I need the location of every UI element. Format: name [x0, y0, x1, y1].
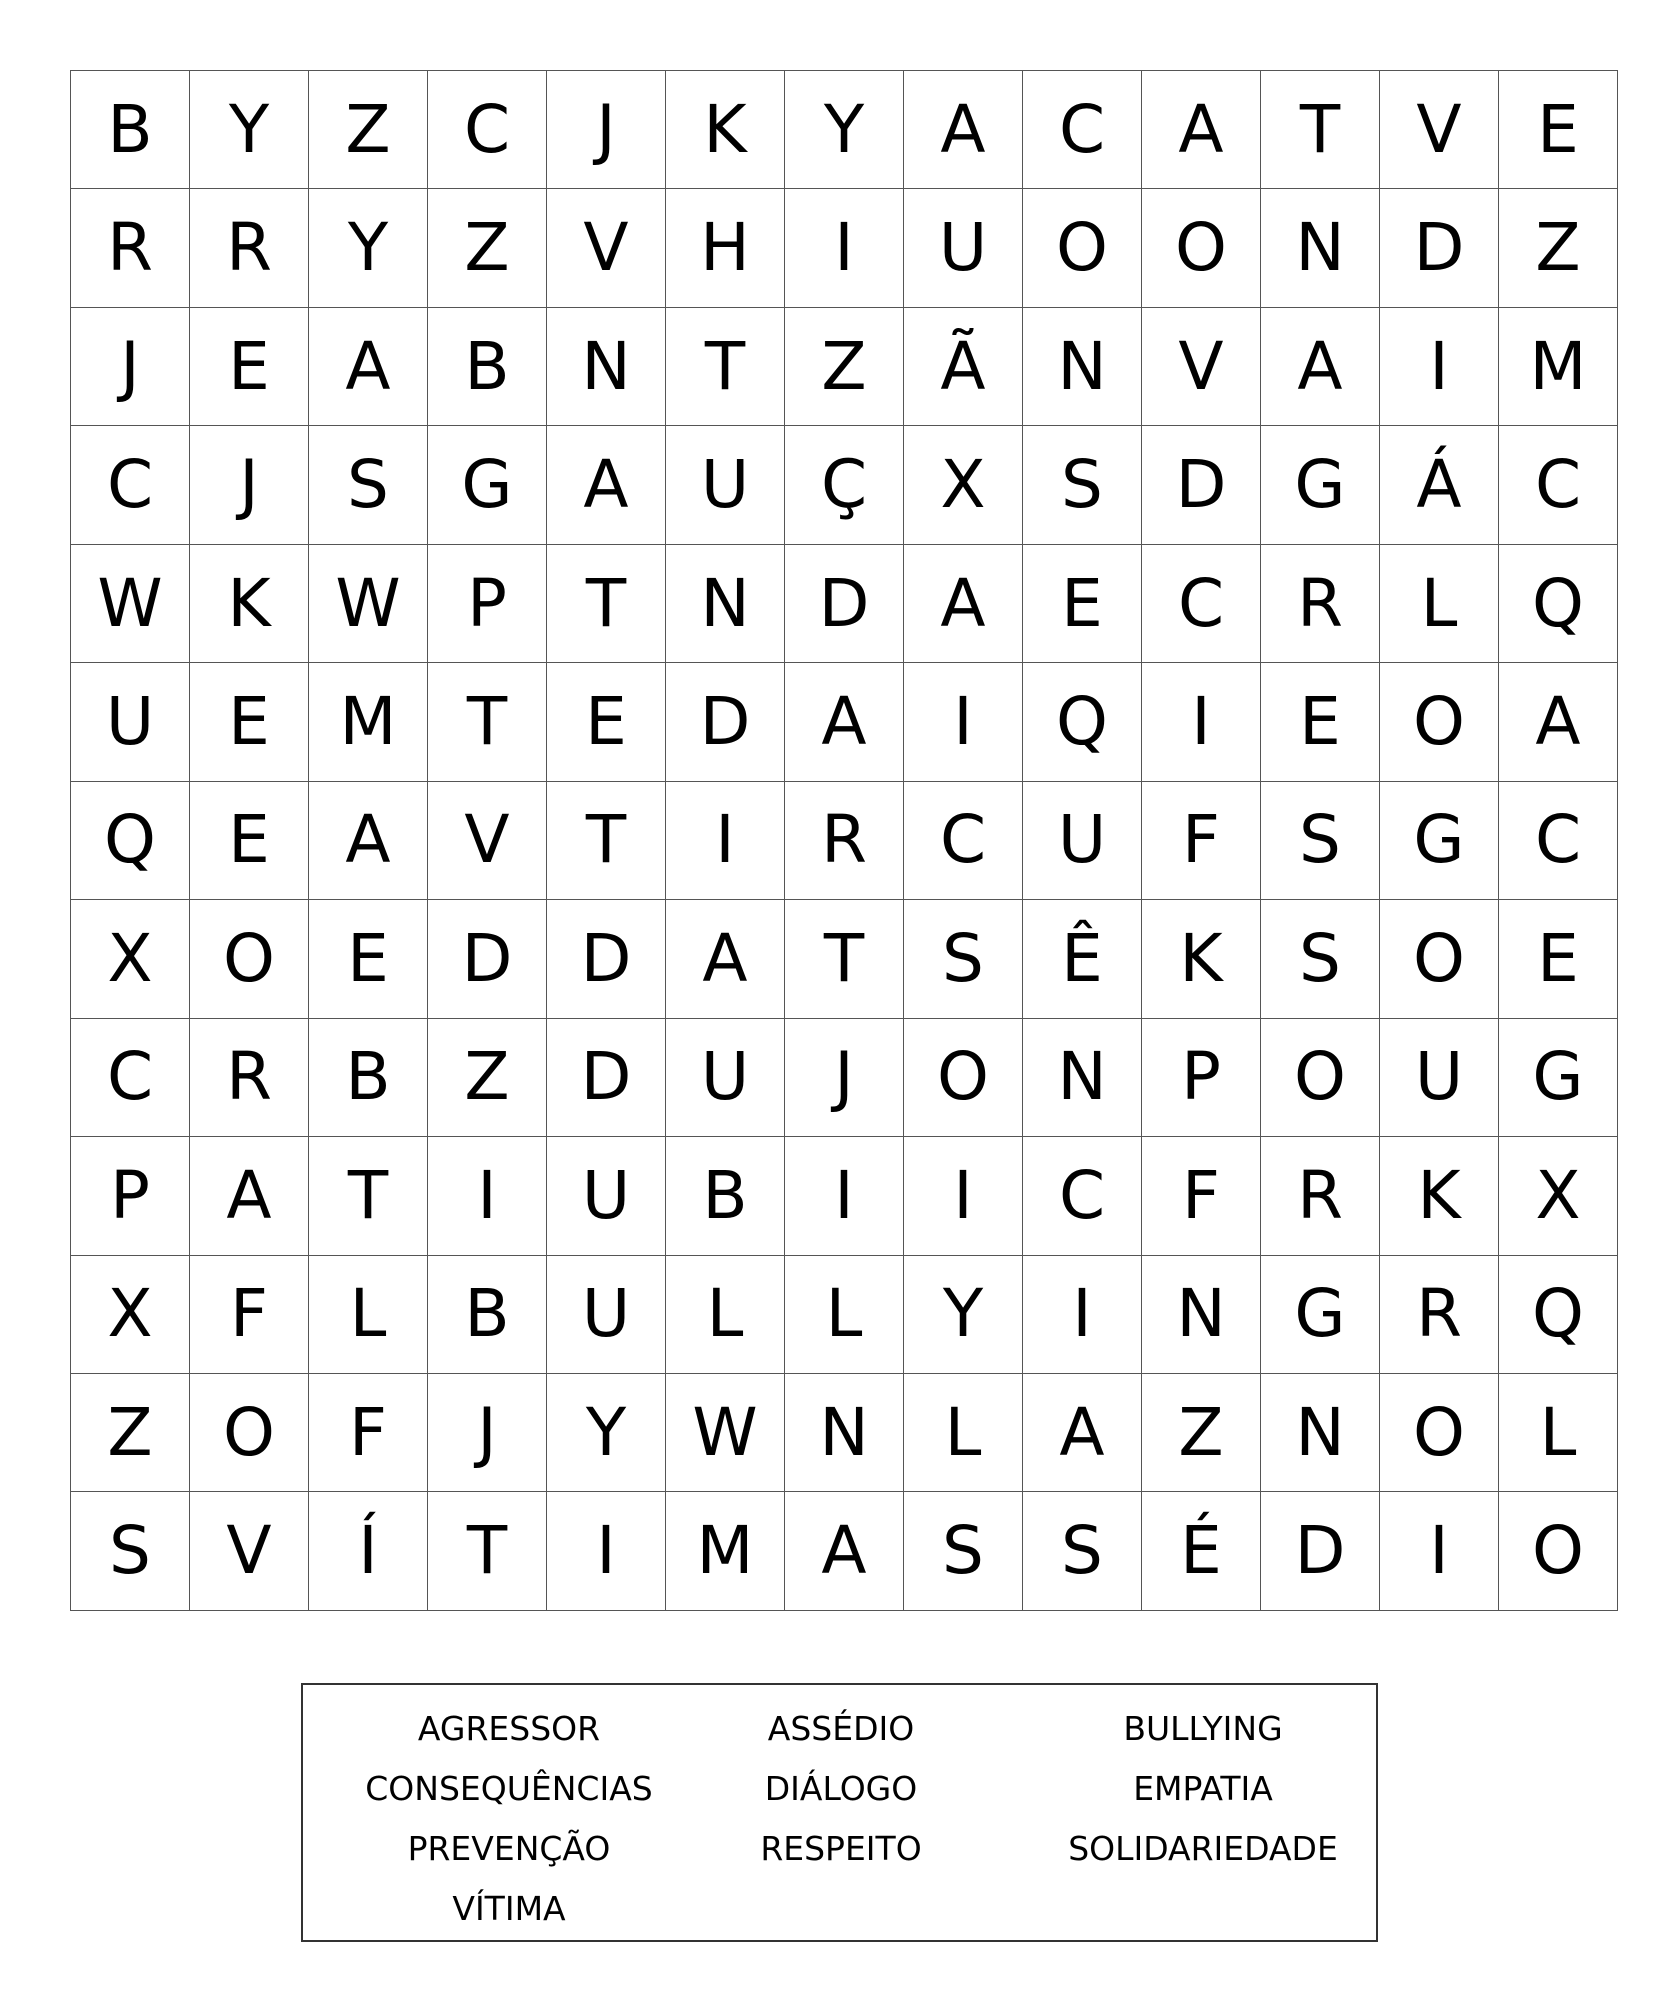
grid-cell[interactable]: W	[71, 544, 190, 662]
grid-cell[interactable]: B	[428, 1255, 547, 1373]
grid-cell[interactable]: Z	[785, 307, 904, 425]
grid-cell[interactable]: V	[190, 1492, 309, 1611]
grid-cell[interactable]: L	[1499, 1373, 1618, 1491]
grid-cell[interactable]: J	[190, 426, 309, 544]
grid-cell[interactable]: I	[785, 1137, 904, 1255]
grid-cell[interactable]: E	[1499, 71, 1618, 189]
grid-cell[interactable]: L	[309, 1255, 428, 1373]
grid-cell[interactable]: A	[785, 1492, 904, 1611]
grid-cell[interactable]: A	[309, 781, 428, 899]
grid-cell[interactable]: R	[1380, 1255, 1499, 1373]
grid-cell[interactable]: K	[666, 71, 785, 189]
word-search-grid	[70, 70, 1618, 1611]
grid-cell[interactable]: V	[547, 189, 666, 307]
grid-row	[71, 426, 1618, 544]
word-item: SOLIDARIEDADE	[1068, 1829, 1338, 1868]
grid-cell[interactable]: I	[428, 1137, 547, 1255]
grid-cell[interactable]: T	[1261, 71, 1380, 189]
grid-cell[interactable]: E	[547, 663, 666, 781]
grid-cell[interactable]: F	[309, 1373, 428, 1491]
grid-cell[interactable]: I	[1380, 307, 1499, 425]
grid-cell[interactable]: W	[309, 544, 428, 662]
grid-cell[interactable]: D	[547, 900, 666, 1018]
grid-cell[interactable]: Z	[428, 1018, 547, 1136]
word-list-box	[301, 1683, 1378, 1942]
word-list-column-3	[1033, 1699, 1373, 1879]
grid-cell[interactable]: U	[1023, 781, 1142, 899]
grid-row	[71, 1373, 1618, 1491]
grid-cell[interactable]: Á	[1380, 426, 1499, 544]
grid-cell[interactable]: D	[1142, 426, 1261, 544]
grid-cell[interactable]: F	[1142, 1137, 1261, 1255]
grid-cell[interactable]: X	[904, 426, 1023, 544]
grid-cell[interactable]: Ã	[904, 307, 1023, 425]
grid-cell[interactable]: Q	[1499, 544, 1618, 662]
grid-cell[interactable]: Ç	[785, 426, 904, 544]
grid-cell[interactable]: N	[1261, 189, 1380, 307]
grid-row	[71, 781, 1618, 899]
grid-cell[interactable]: Y	[904, 1255, 1023, 1373]
grid-cell[interactable]: S	[1023, 1492, 1142, 1611]
grid-cell[interactable]: G	[1261, 426, 1380, 544]
grid-cell[interactable]: Y	[547, 1373, 666, 1491]
grid-row	[71, 189, 1618, 307]
grid-cell[interactable]: I	[1380, 1492, 1499, 1611]
grid-row	[71, 1137, 1618, 1255]
grid-cell[interactable]: Ê	[1023, 900, 1142, 1018]
grid-cell[interactable]: A	[1142, 71, 1261, 189]
word-item: DIÁLOGO	[764, 1769, 918, 1808]
grid-row	[71, 900, 1618, 1018]
grid-cell[interactable]: D	[785, 544, 904, 662]
grid-cell[interactable]: D	[1380, 189, 1499, 307]
grid-row	[71, 1492, 1618, 1611]
grid-cell[interactable]: E	[190, 307, 309, 425]
grid-cell[interactable]: Í	[309, 1492, 428, 1611]
grid-cell[interactable]: N	[547, 307, 666, 425]
grid-cell[interactable]: Q	[1499, 1255, 1618, 1373]
grid-cell[interactable]: U	[1380, 1018, 1499, 1136]
grid-cell[interactable]: K	[190, 544, 309, 662]
grid-cell[interactable]: T	[785, 900, 904, 1018]
grid-cell[interactable]: I	[904, 1137, 1023, 1255]
grid-cell[interactable]: J	[547, 71, 666, 189]
grid-cell[interactable]: S	[71, 1492, 190, 1611]
grid-cell[interactable]: A	[547, 426, 666, 544]
grid-cell[interactable]: A	[309, 307, 428, 425]
grid-cell[interactable]: Z	[1499, 189, 1618, 307]
grid-cell[interactable]: C	[428, 71, 547, 189]
grid-cell[interactable]: O	[1142, 189, 1261, 307]
grid-cell[interactable]: G	[1261, 1255, 1380, 1373]
grid-cell[interactable]: R	[190, 1018, 309, 1136]
grid-cell[interactable]: Y	[309, 189, 428, 307]
grid-cell[interactable]: E	[1023, 544, 1142, 662]
grid-cell[interactable]: C	[71, 426, 190, 544]
grid-cell[interactable]: N	[785, 1373, 904, 1491]
grid-cell[interactable]: X	[71, 900, 190, 1018]
grid-cell[interactable]: U	[547, 1255, 666, 1373]
grid-cell[interactable]: T	[547, 544, 666, 662]
grid-body	[71, 71, 1618, 1611]
grid-cell[interactable]: L	[666, 1255, 785, 1373]
word-item: VÍTIMA	[452, 1889, 566, 1928]
grid-cell[interactable]: P	[1142, 1018, 1261, 1136]
grid-cell[interactable]: J	[428, 1373, 547, 1491]
grid-cell[interactable]: G	[1499, 1018, 1618, 1136]
word-item: RESPEITO	[760, 1829, 922, 1868]
grid-cell[interactable]: Z	[1142, 1373, 1261, 1491]
grid-cell[interactable]: R	[1261, 1137, 1380, 1255]
grid-cell[interactable]: E	[190, 781, 309, 899]
grid-cell[interactable]: D	[1261, 1492, 1380, 1611]
grid-cell[interactable]: N	[1023, 1018, 1142, 1136]
grid-cell[interactable]: E	[1261, 663, 1380, 781]
grid-cell[interactable]: O	[1380, 1373, 1499, 1491]
grid-cell[interactable]: Z	[309, 71, 428, 189]
grid-cell[interactable]: P	[428, 544, 547, 662]
grid-cell[interactable]: U	[904, 189, 1023, 307]
grid-cell[interactable]: S	[1023, 426, 1142, 544]
grid-cell[interactable]: C	[904, 781, 1023, 899]
grid-cell[interactable]: O	[190, 1373, 309, 1491]
grid-cell[interactable]: A	[904, 71, 1023, 189]
grid-cell[interactable]: A	[1023, 1373, 1142, 1491]
grid-cell[interactable]: S	[309, 426, 428, 544]
word-item: EMPATIA	[1133, 1769, 1273, 1808]
grid-cell[interactable]: I	[1023, 1255, 1142, 1373]
grid-cell[interactable]: K	[1142, 900, 1261, 1018]
grid-cell[interactable]: P	[71, 1137, 190, 1255]
grid-cell[interactable]: G	[1380, 781, 1499, 899]
grid-row	[71, 544, 1618, 662]
grid-cell[interactable]: A	[190, 1137, 309, 1255]
grid-row	[71, 71, 1618, 189]
grid-cell[interactable]: O	[1380, 663, 1499, 781]
grid-cell[interactable]: D	[666, 663, 785, 781]
grid-cell[interactable]: O	[190, 900, 309, 1018]
grid-cell[interactable]: C	[1499, 781, 1618, 899]
grid-cell[interactable]: N	[1261, 1373, 1380, 1491]
grid-cell[interactable]: Q	[71, 781, 190, 899]
grid-cell[interactable]: A	[1499, 663, 1618, 781]
grid-cell[interactable]: I	[785, 189, 904, 307]
grid-cell[interactable]: O	[1380, 900, 1499, 1018]
grid-cell[interactable]: B	[71, 71, 190, 189]
grid-cell[interactable]: A	[904, 544, 1023, 662]
grid-cell[interactable]: N	[1142, 1255, 1261, 1373]
grid-cell[interactable]: E	[309, 900, 428, 1018]
word-item: AGRESSOR	[417, 1709, 601, 1748]
grid-cell[interactable]: Y	[785, 71, 904, 189]
grid-cell[interactable]: R	[71, 189, 190, 307]
grid-cell[interactable]: C	[1142, 544, 1261, 662]
grid-cell[interactable]: T	[428, 663, 547, 781]
grid-row	[71, 307, 1618, 425]
grid-cell[interactable]: R	[785, 781, 904, 899]
grid-cell[interactable]: A	[666, 900, 785, 1018]
grid-cell[interactable]: B	[428, 307, 547, 425]
grid-cell[interactable]: I	[1142, 663, 1261, 781]
grid-cell[interactable]: A	[1261, 307, 1380, 425]
grid-cell[interactable]: O	[904, 1018, 1023, 1136]
grid-cell[interactable]: I	[666, 781, 785, 899]
grid-cell[interactable]: O	[1499, 1492, 1618, 1611]
grid-cell[interactable]: D	[428, 900, 547, 1018]
grid-cell[interactable]: U	[666, 1018, 785, 1136]
grid-cell[interactable]: L	[785, 1255, 904, 1373]
grid-cell[interactable]: É	[1142, 1492, 1261, 1611]
grid-cell[interactable]: B	[309, 1018, 428, 1136]
grid-cell[interactable]: I	[547, 1492, 666, 1611]
grid-cell[interactable]: M	[666, 1492, 785, 1611]
word-item: BULLYING	[1123, 1709, 1283, 1748]
grid-cell[interactable]: A	[785, 663, 904, 781]
grid-cell[interactable]: C	[1023, 71, 1142, 189]
grid-cell[interactable]: O	[1023, 189, 1142, 307]
grid-cell[interactable]: J	[71, 307, 190, 425]
grid-cell[interactable]: N	[1023, 307, 1142, 425]
grid-cell[interactable]: F	[1142, 781, 1261, 899]
grid-cell[interactable]: L	[904, 1373, 1023, 1491]
grid-cell[interactable]: U	[547, 1137, 666, 1255]
grid-cell[interactable]: J	[785, 1018, 904, 1136]
grid-cell[interactable]: S	[1261, 781, 1380, 899]
grid-cell[interactable]: V	[1142, 307, 1261, 425]
grid-cell[interactable]: O	[1261, 1018, 1380, 1136]
grid-cell[interactable]: L	[1380, 544, 1499, 662]
grid-cell[interactable]: R	[1261, 544, 1380, 662]
word-list-column-2	[671, 1699, 1011, 1879]
grid-cell[interactable]: M	[309, 663, 428, 781]
grid-row	[71, 1018, 1618, 1136]
grid-cell[interactable]: T	[428, 1492, 547, 1611]
word-list-column-1	[339, 1699, 679, 1939]
word-item: PREVENÇÃO	[407, 1829, 611, 1868]
grid-cell[interactable]: Z	[71, 1373, 190, 1491]
grid-row	[71, 663, 1618, 781]
grid-cell[interactable]: M	[1499, 307, 1618, 425]
grid-cell[interactable]: E	[190, 663, 309, 781]
grid-cell[interactable]: S	[1261, 900, 1380, 1018]
grid-cell[interactable]: I	[904, 663, 1023, 781]
grid-cell[interactable]: Q	[1023, 663, 1142, 781]
grid-cell[interactable]: V	[1380, 71, 1499, 189]
grid-cell[interactable]: U	[71, 663, 190, 781]
grid-cell[interactable]: B	[666, 1137, 785, 1255]
grid-cell[interactable]: E	[1499, 900, 1618, 1018]
grid-cell[interactable]: D	[547, 1018, 666, 1136]
grid-cell[interactable]: C	[1499, 426, 1618, 544]
grid-row	[71, 1255, 1618, 1373]
grid-cell[interactable]: G	[428, 426, 547, 544]
grid-cell[interactable]: Y	[190, 71, 309, 189]
grid-cell[interactable]: T	[547, 781, 666, 899]
grid-cell[interactable]: T	[309, 1137, 428, 1255]
word-item: CONSEQUÊNCIAS	[365, 1769, 653, 1808]
grid-cell[interactable]: H	[666, 189, 785, 307]
grid-cell[interactable]: R	[190, 189, 309, 307]
grid-cell[interactable]: C	[1023, 1137, 1142, 1255]
grid-cell[interactable]: Z	[428, 189, 547, 307]
grid-cell[interactable]: X	[1499, 1137, 1618, 1255]
grid-cell[interactable]: W	[666, 1373, 785, 1491]
grid-cell[interactable]: C	[71, 1018, 190, 1136]
grid-cell[interactable]: S	[904, 900, 1023, 1018]
word-item: ASSÉDIO	[767, 1709, 915, 1748]
grid-cell[interactable]: T	[666, 307, 785, 425]
grid-cell[interactable]: S	[904, 1492, 1023, 1611]
grid-cell[interactable]: X	[71, 1255, 190, 1373]
grid-cell[interactable]: N	[666, 544, 785, 662]
grid-cell[interactable]: U	[666, 426, 785, 544]
grid-cell[interactable]: K	[1380, 1137, 1499, 1255]
grid-cell[interactable]: F	[190, 1255, 309, 1373]
grid-cell[interactable]: V	[428, 781, 547, 899]
